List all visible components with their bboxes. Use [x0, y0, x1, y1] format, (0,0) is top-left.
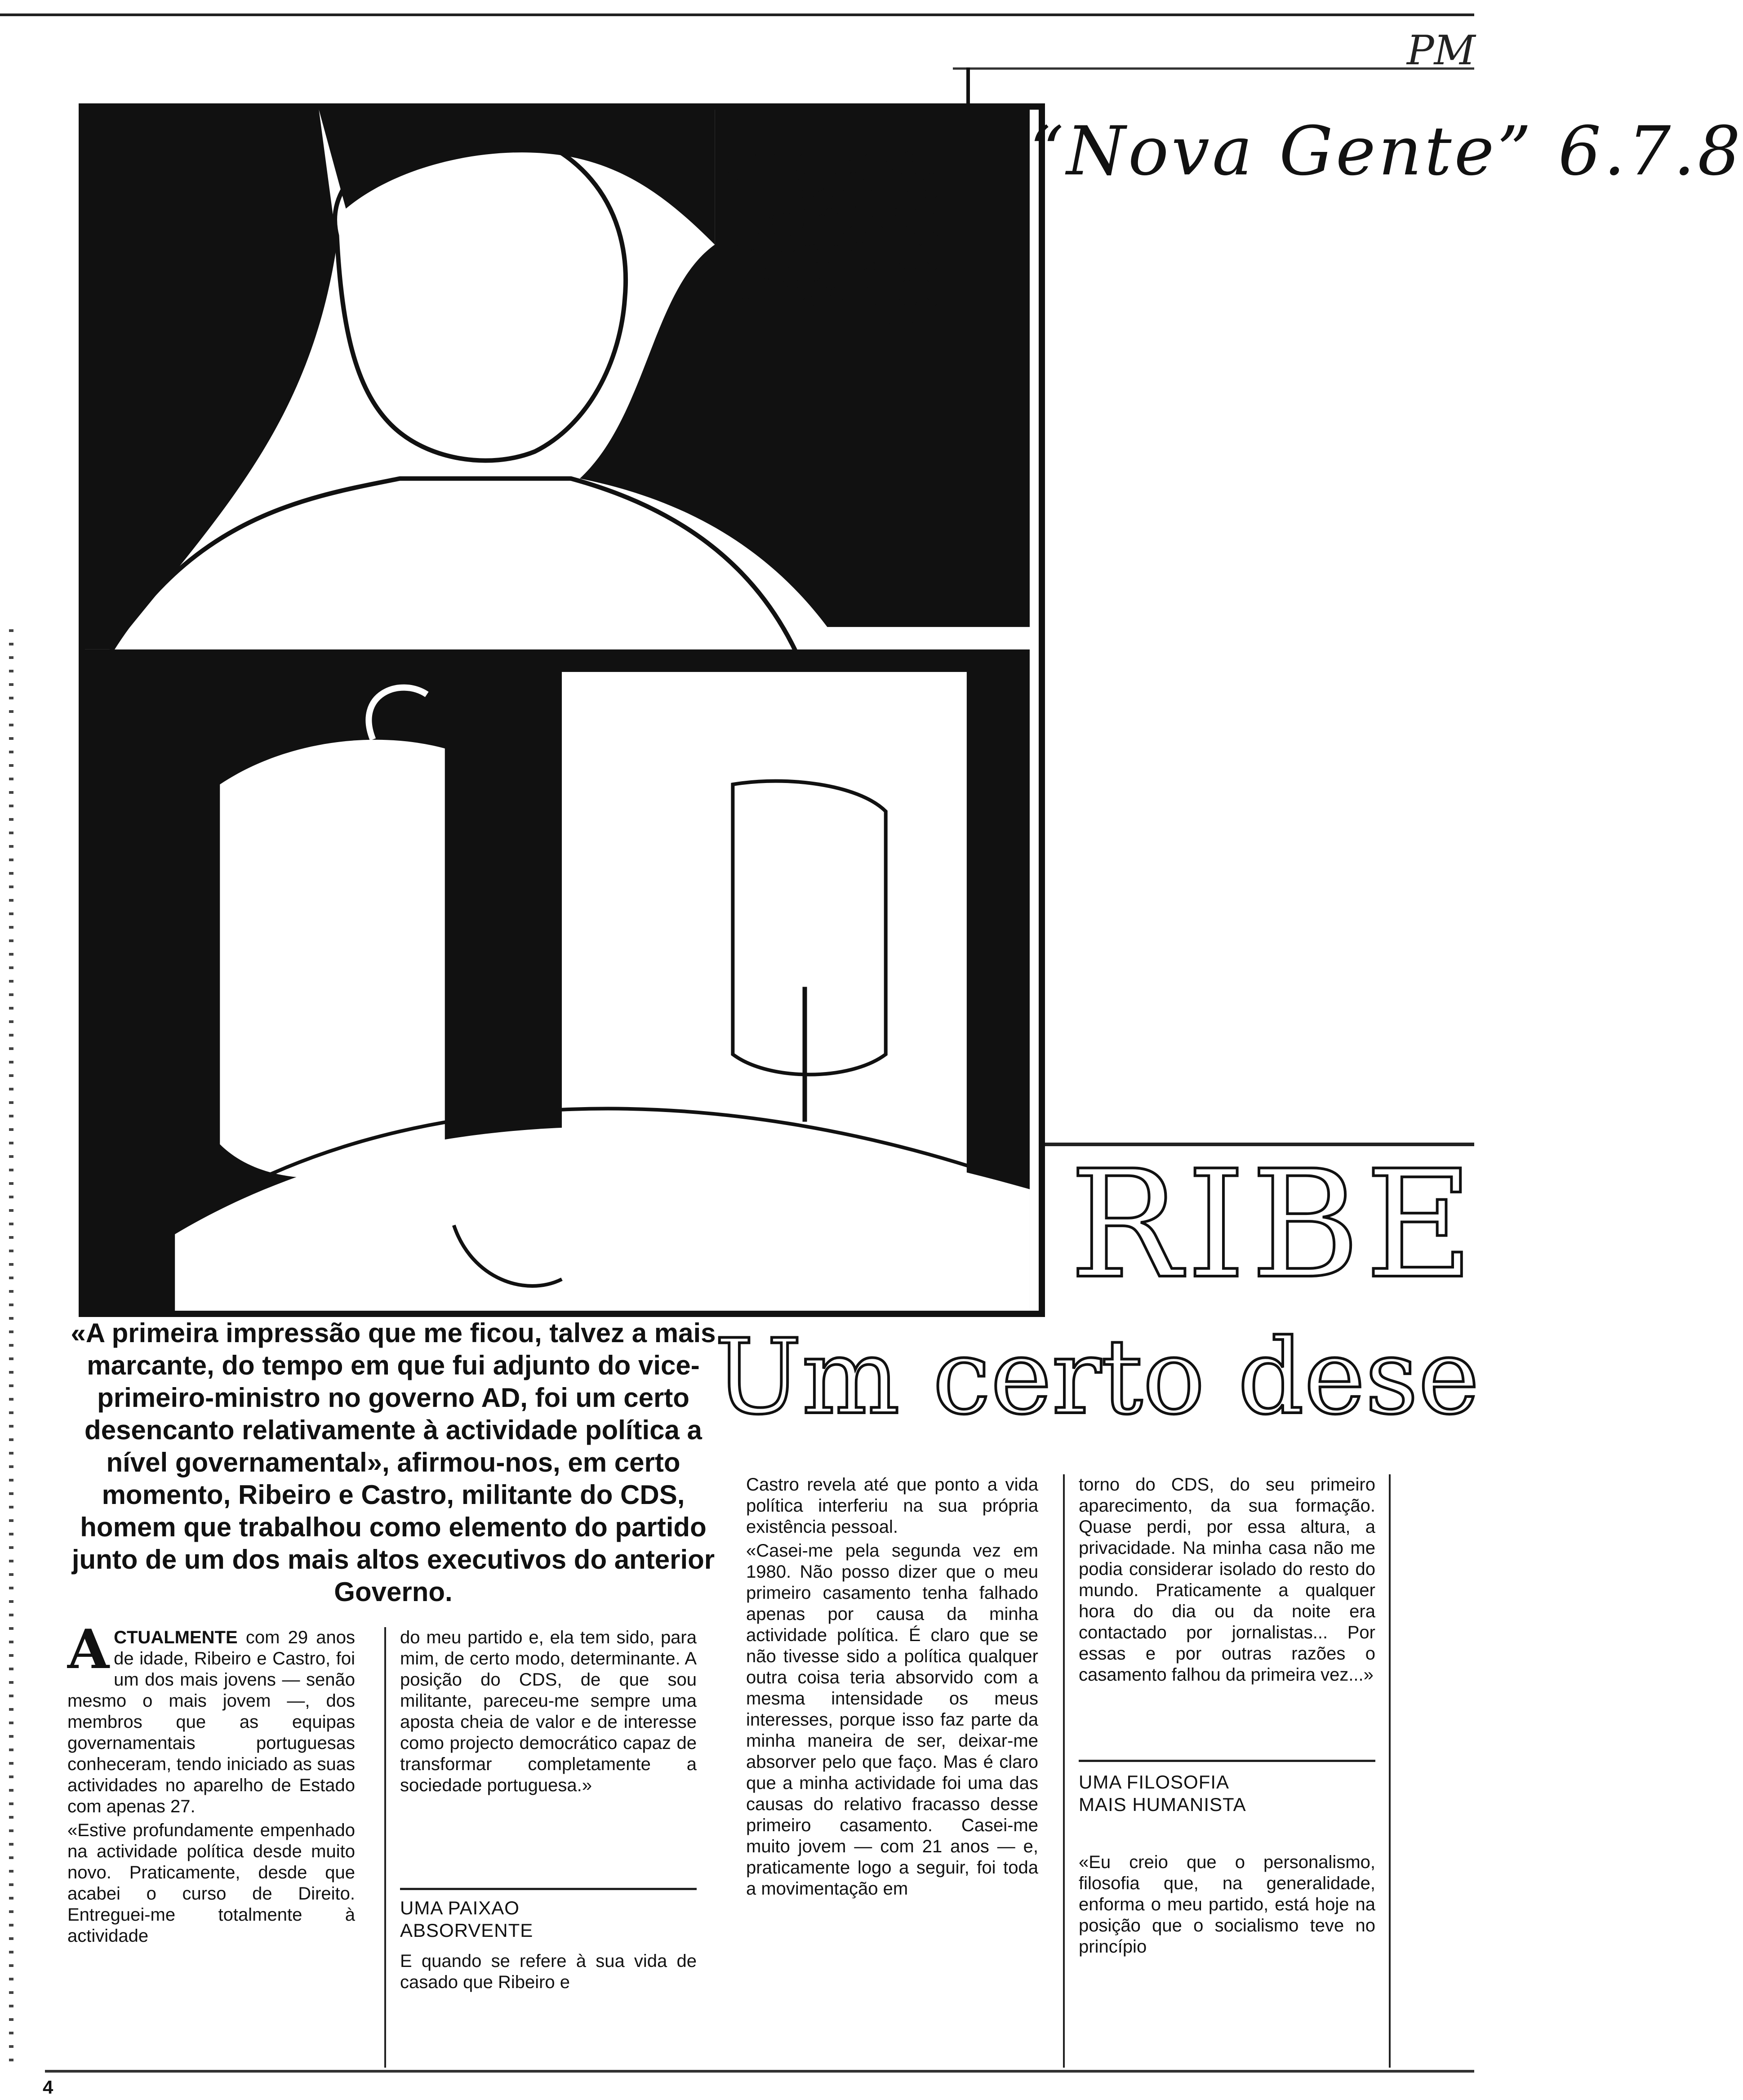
column-1-paragraph-1 [67, 1618, 355, 1817]
left-edge-marks [9, 629, 13, 2068]
column-1-paragraph-1-text: com 29 anos de idade, Ribeiro e Castro, foi um dos mais jovens — senão mesmo o mais jovem —, dos membros que as equipas governamentais portuguesas conheceram, tendo iniciado as suas actividades no aparelho de Estado com apenas 27. [67, 1628, 355, 1816]
top-rule [0, 13, 1474, 16]
column-2-paragraph-1: do meu partido e, ela tem sido, para mim, de certo modo, determinante. A posição do CDS, de que sou militante, pareceu-me sempre uma aposta cheia de valor e de interesse como projecto democrático capaz de transformar completamente a sociedade portuguesa.» [400, 1628, 697, 1795]
column-divider-2 [1063, 1474, 1065, 2068]
corner-handwritten-mark: PM [1407, 27, 1476, 74]
section-heading-line-2: MAIS HUMANISTA [1079, 1794, 1246, 1815]
lead-paragraph: «A primeira impressão que me ficou, talvez a mais marcante, do tempo em que fui adjunto do vice-primeiro-ministro no governo AD, foi um certo desencanto relativamente à actividade política a nível governamental», afirmou-nos, em certo momento, Ribeiro e Castro, militante do CDS, homem que trabalhou como elemento do partido junto de um dos mais altos executivos do anterior Governo. [71, 1318, 716, 1607]
section-heading-line-2: ABSORVENTE [400, 1920, 534, 1941]
handwritten-source-note: “Nova Gente” 6.7.8 [1029, 112, 1743, 191]
section-heading-paixao [400, 1897, 697, 1942]
section-heading-filosofia [1079, 1771, 1375, 1816]
article-column-4 [1079, 1474, 1375, 1688]
section-rule-1 [400, 1888, 697, 1890]
photo-caption: Um dos mais jovens políticos que nos últimos tempos fizeram parte de uma equipa governamental, Ribeiro e Castro, de 29 anos de idade, revelou a «NG» até que ponto esteve empenhado na vida política portuguesa e o modo como isso interferiu na sua vida pessoal [724, 149, 939, 328]
column-3-paragraph-1: Castro revela até que ponto a vida política interferiu na sua própria existência pessoal. [746, 1475, 1038, 1537]
section-heading-line-1: UMA FILOSOFIA [1079, 1771, 1230, 1793]
column-2-paragraph-2: E quando se refere à sua vida de casado que Ribeiro e [400, 1951, 697, 1992]
section-rule-2 [1079, 1760, 1375, 1762]
article-column-2 [400, 1627, 697, 1799]
column-3-paragraph-2: «Casei-me pela segunda vez em 1980. Não posso dizer que o meu primeiro casamento tenha falhado apenas por causa da minha actividade política. É claro que se não tivesse sido a política qualquer outra coisa teria absorvido com a mesma intensidade os meus interesses, porque isso faz parte da minha maneira de ser, deixar-me absorver pelo que faço. Mas é claro que a minha actividade foi uma das causas do relativo fracasso desse primeiro casamento. Casei-me muito jovem — com 21 anos — e, praticamente logo a seguir, foi toda a movimentação em [746, 1541, 1038, 1899]
lead-in-word: CTUALMENTE [114, 1628, 238, 1647]
page-number: 4 [43, 2077, 53, 2098]
column-4-paragraph-1: torno do CDS, do seu primeiro aparecimento, da sua formação. Quase perdi, por essa altura, a privacidade. Na minha casa não me podia considerar isolado do resto do mundo. Praticamente a qualquer hora do dia ou da noite era contactado por jornalistas... Por essas e por outras razões o casamento falhou da primeira vez...» [1079, 1475, 1375, 1685]
article-column-4-continued [1079, 1852, 1375, 1960]
section-heading-line-1: UMA PAIXAO [400, 1897, 520, 1918]
headline-name: RIBE [1070, 1139, 1479, 1311]
article-column-3 [746, 1474, 1038, 1902]
article-column-2-continued [400, 1951, 697, 1996]
column-4-paragraph-2: «Eu creio que o personalismo, filosofia que, na generalidade, enforma o meu partido, está hoje na posição que o socialismo teve no princípio [1079, 1852, 1375, 1957]
column-1-paragraph-2: «Estive profundamente empenhado na actividade política desde muito novo. Praticamente, desde que acabei o curso de Direito. Entreguei-me totalmente à actividade [67, 1820, 355, 1946]
article-column-1 [67, 1618, 355, 1949]
column-divider-3 [1389, 1474, 1391, 2068]
column-divider-1 [384, 1627, 386, 2068]
headline-subtitle: Um certo dese [715, 1317, 1480, 1437]
bottom-rule [45, 2070, 1474, 2073]
drop-cap: A [67, 1618, 110, 1681]
